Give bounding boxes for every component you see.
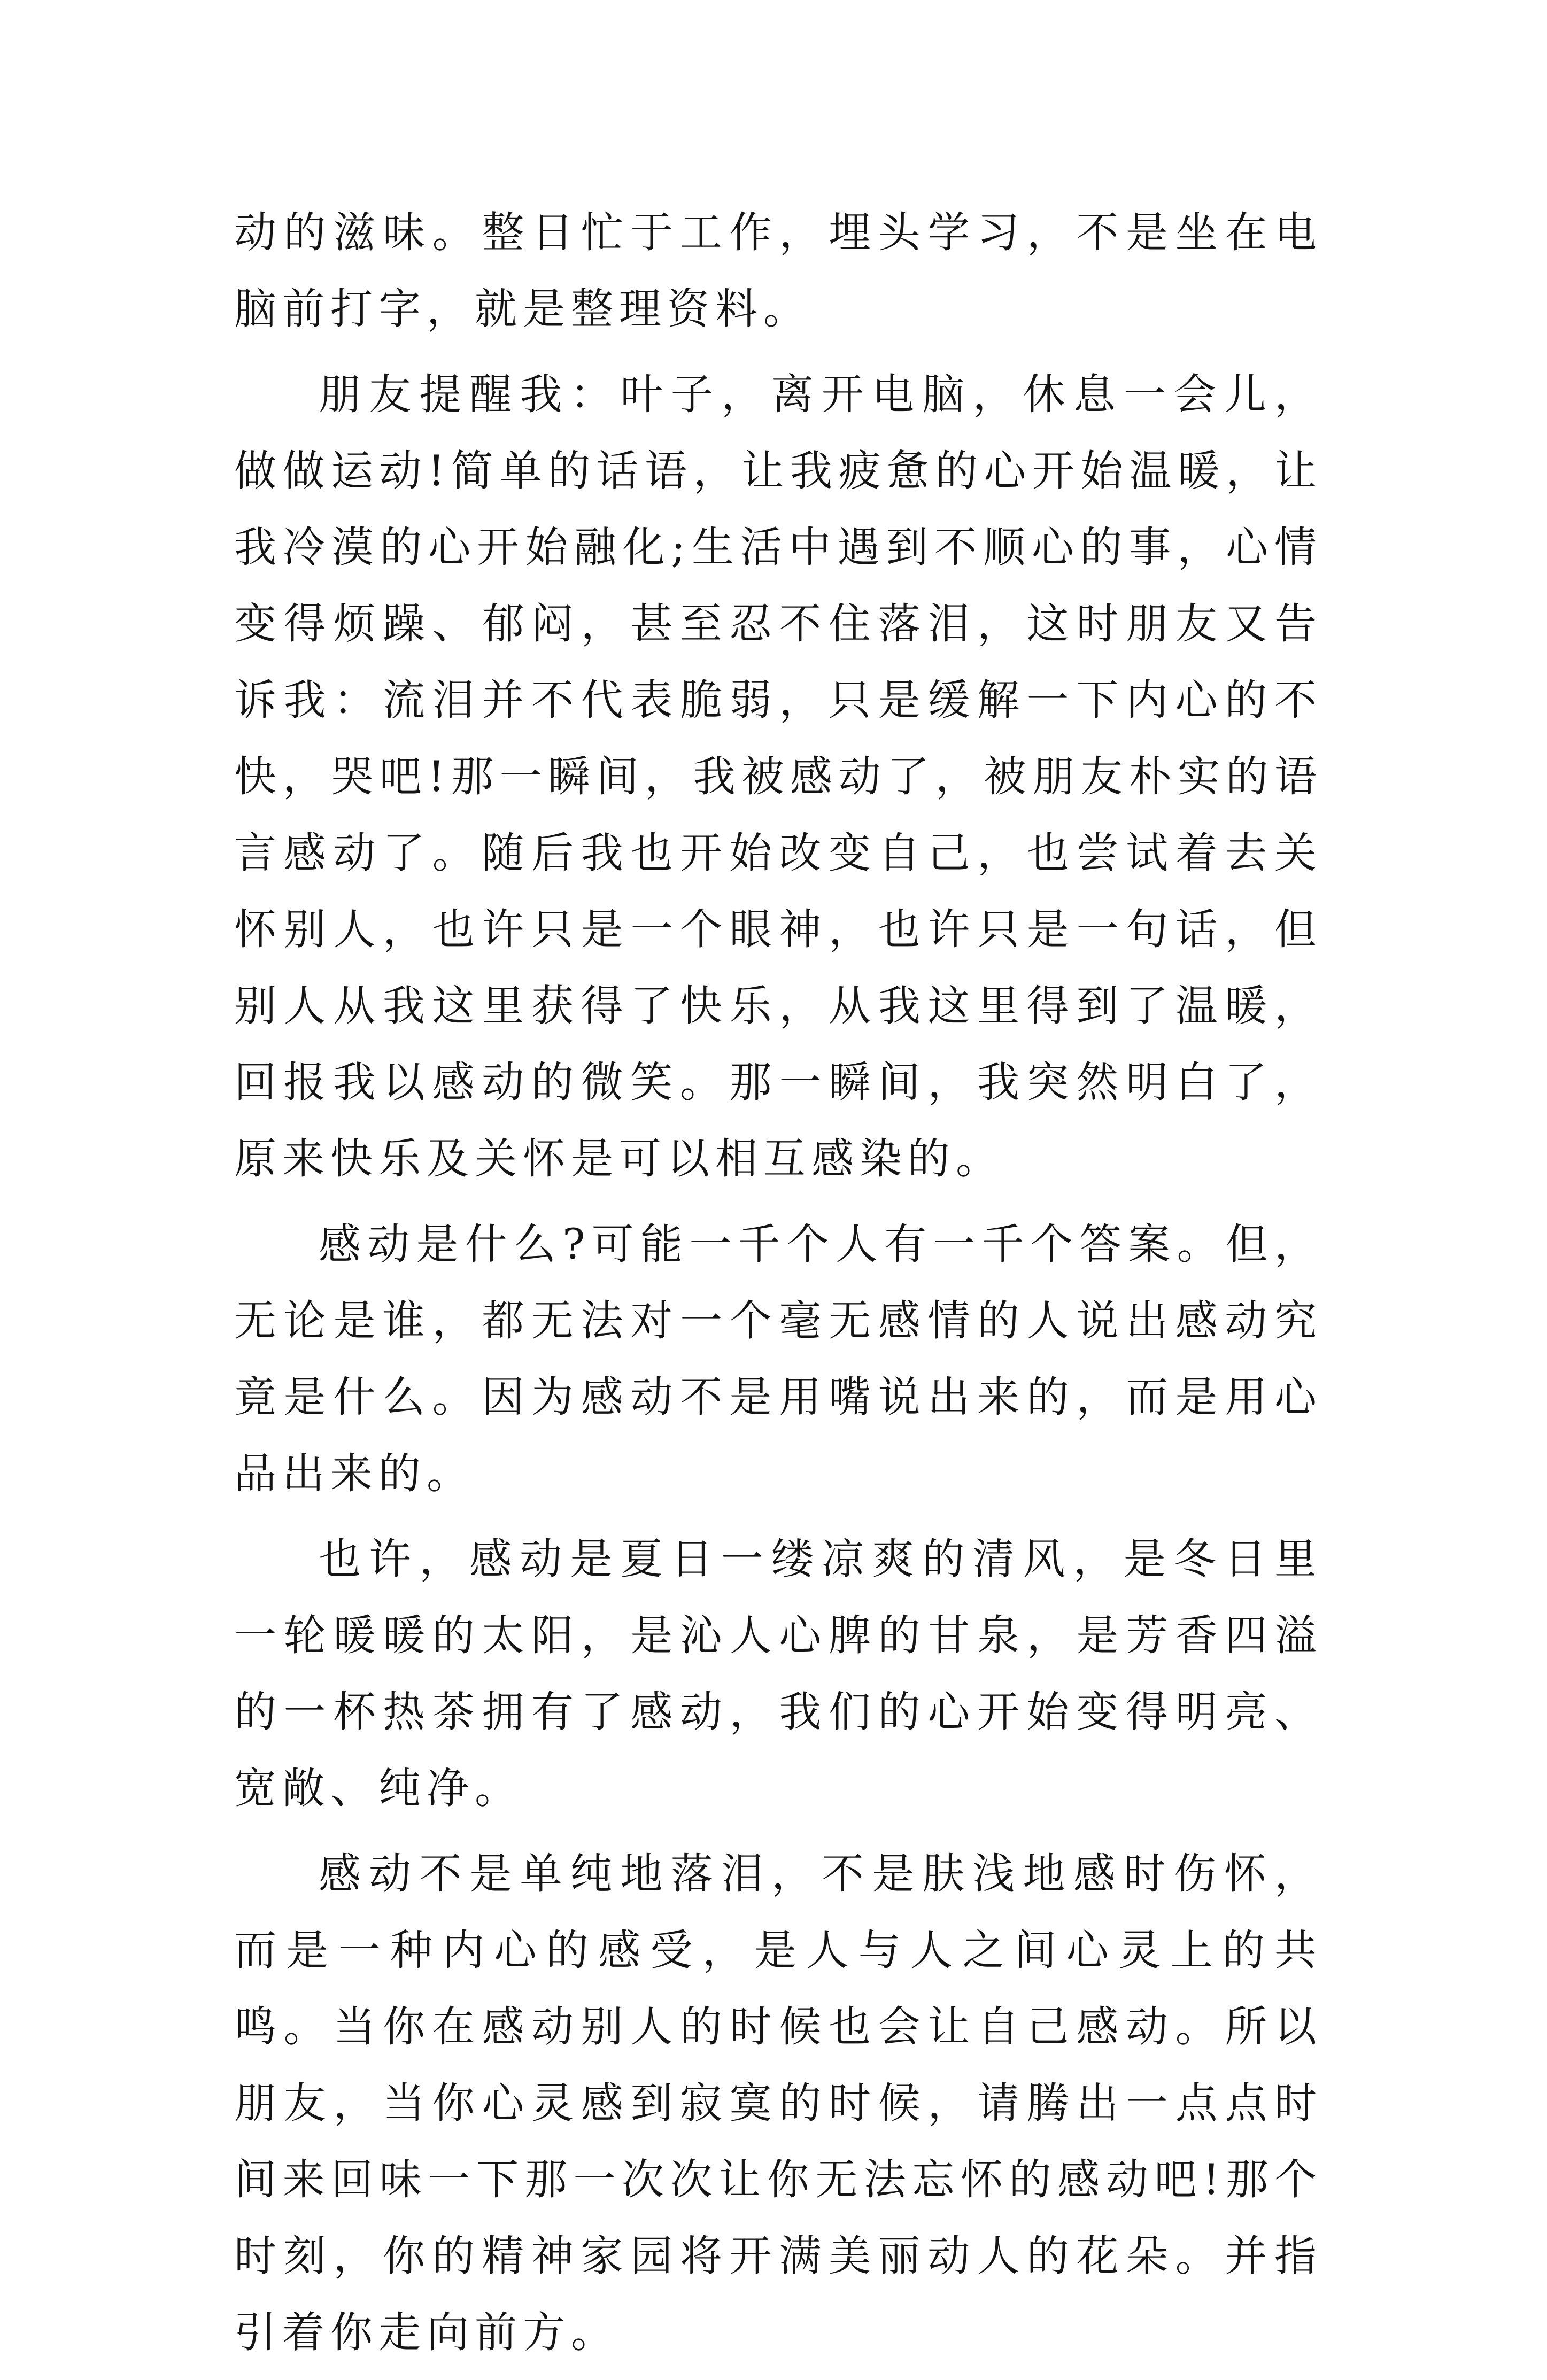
paragraph-conclusion: 感动不是单纯地落泪，不是肤浅地感时伤怀，而是一种内心的感受，是人与人之间心灵上的共鸣。当你在感动别人的时候也会让自己感动。所以朋友，当你心灵感到寂寞的时候，请腾出一点点时间来回味一下那一次次让你无法忘怀的感动吧!那个时刻，你的精神家园将开满美丽动人的花朵。并指引着你走向前方。: [234, 1849, 1322, 2357]
article-body: [234, 195, 1322, 2380]
paragraph-continuation: 动的滋味。整日忙于工作，埋头学习，不是坐在电脑前打字，就是整理资料。: [234, 208, 1322, 334]
paragraph-friend-reminder: 朋友提醒我：叶子，离开电脑，休息一会儿，做做运动!简单的话语，让我疲惫的心开始温暖，让我冷漠的心开始融化;生活中遇到不顺心的事，心情变得烦躁、郁闷，甚至忍不住落泪，这时朋友又告诉我：流泪并不代表脆弱，只是缓解一下内心的不快，哭吧!那一瞬间，我被感动了，被朋友朴实的语言感动了。随后我也开始改变自己，也尝试着去关怀别人，也许只是一个眼神，也许只是一句话，但别人从我这里获得了快乐，从我这里得到了温暖，回报我以感动的微笑。那一瞬间，我突然明白了，原来快乐及关怀是可以相互感染的。: [234, 370, 1322, 1183]
paragraph-metaphors: 也许，感动是夏日一缕凉爽的清风，是冬日里一轮暖暖的太阳，是沁人心脾的甘泉，是芳香四溢的一杯热茶拥有了感动，我们的心开始变得明亮、宽敞、纯净。: [234, 1534, 1322, 1813]
paragraph-what-is-moving: 感动是什么?可能一千个人有一千个答案。但，无论是谁，都无法对一个毫无感情的人说出感动究竟是什么。因为感动不是用嘴说出来的，而是用心品出来的。: [234, 1220, 1322, 1498]
